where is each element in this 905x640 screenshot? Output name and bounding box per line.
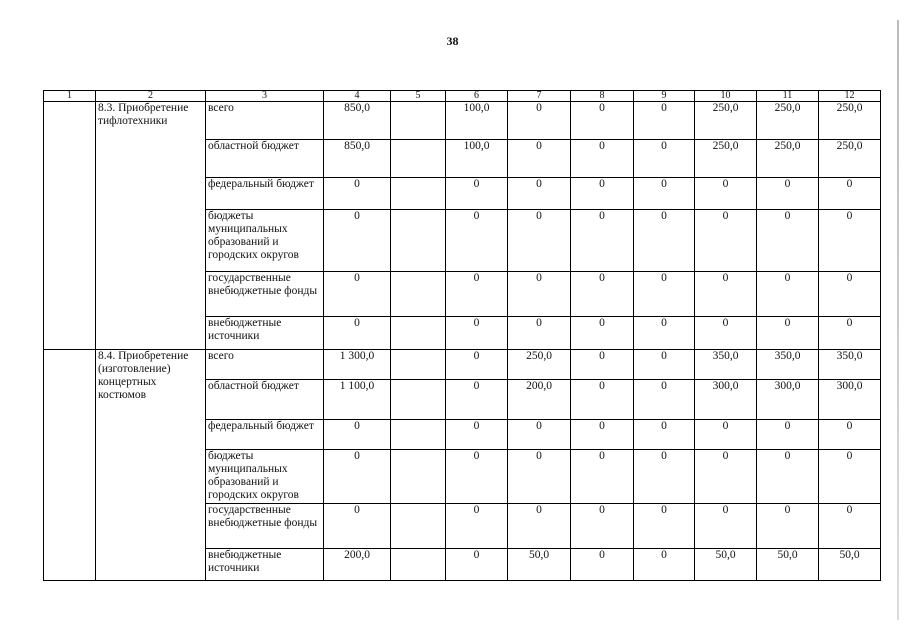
funding-source-cell: федеральный бюджет [206, 178, 324, 210]
amount-cell: 0 [324, 210, 391, 272]
amount-cell: 50,0 [508, 549, 571, 581]
amount-cell: 0 [508, 102, 571, 140]
amount-cell [391, 420, 446, 450]
measure-name-cell: 8.4. Приобретение (изготовление) концертных костюмов [96, 350, 206, 581]
column-header: 12 [819, 91, 881, 102]
column-header: 3 [206, 91, 324, 102]
amount-cell: 0 [695, 272, 757, 317]
amount-cell [391, 549, 446, 581]
amount-cell: 0 [819, 178, 881, 210]
amount-cell: 1 100,0 [324, 380, 391, 420]
amount-cell: 0 [446, 504, 508, 549]
funding-source-cell: областной бюджет [206, 380, 324, 420]
amount-cell: 0 [571, 450, 634, 504]
amount-cell: 0 [446, 210, 508, 272]
row-number-cell [44, 350, 96, 581]
amount-cell: 0 [571, 380, 634, 420]
amount-cell: 0 [757, 317, 819, 350]
amount-cell: 0 [508, 210, 571, 272]
amount-cell: 0 [508, 140, 571, 178]
amount-cell: 0 [446, 549, 508, 581]
funding-source-cell: государственные внебюджетные фонды [206, 272, 324, 317]
amount-cell: 250,0 [695, 140, 757, 178]
amount-cell: 0 [571, 350, 634, 380]
amount-cell: 0 [446, 450, 508, 504]
amount-cell: 0 [324, 272, 391, 317]
amount-cell: 0 [446, 380, 508, 420]
column-header: 1 [44, 91, 96, 102]
amount-cell [391, 317, 446, 350]
funding-source-cell: внебюджетные источники [206, 549, 324, 581]
amount-cell: 0 [819, 450, 881, 504]
page-number: 38 [446, 34, 459, 48]
amount-cell: 250,0 [695, 102, 757, 140]
amount-cell [391, 272, 446, 317]
amount-cell: 0 [634, 210, 695, 272]
funding-source-cell: всего [206, 350, 324, 380]
amount-cell: 0 [757, 420, 819, 450]
amount-cell: 0 [634, 504, 695, 549]
funding-source-cell: областной бюджет [206, 140, 324, 178]
amount-cell: 0 [695, 178, 757, 210]
amount-cell: 0 [446, 272, 508, 317]
amount-cell [391, 140, 446, 178]
row-number-cell [44, 102, 96, 350]
amount-cell: 0 [819, 272, 881, 317]
funding-source-cell: бюджеты муниципальных образований и городских округов [206, 210, 324, 272]
amount-cell: 0 [571, 210, 634, 272]
amount-cell: 50,0 [695, 549, 757, 581]
amount-cell: 0 [571, 317, 634, 350]
funding-source-cell: государственные внебюджетные фонды [206, 504, 324, 549]
header-row [44, 91, 881, 102]
amount-cell: 250,0 [819, 140, 881, 178]
amount-cell: 250,0 [757, 140, 819, 178]
amount-cell: 0 [757, 178, 819, 210]
amount-cell: 0 [757, 272, 819, 317]
amount-cell: 0 [324, 420, 391, 450]
amount-cell: 0 [634, 272, 695, 317]
amount-cell: 0 [508, 317, 571, 350]
amount-cell: 0 [634, 350, 695, 380]
amount-cell: 0 [508, 450, 571, 504]
amount-cell: 0 [571, 140, 634, 178]
amount-cell: 50,0 [819, 549, 881, 581]
amount-cell: 0 [324, 450, 391, 504]
funding-source-cell: всего [206, 102, 324, 140]
column-header: 8 [571, 91, 634, 102]
column-header: 10 [695, 91, 757, 102]
amount-cell: 350,0 [757, 350, 819, 380]
funding-source-cell: бюджеты муниципальных образований и городских округов [206, 450, 324, 504]
amount-cell: 0 [757, 450, 819, 504]
funding-source-cell: внебюджетные источники [206, 317, 324, 350]
amount-cell: 0 [508, 420, 571, 450]
amount-cell: 350,0 [695, 350, 757, 380]
amount-cell: 0 [819, 504, 881, 549]
amount-cell: 0 [446, 420, 508, 450]
amount-cell: 0 [634, 102, 695, 140]
amount-cell: 0 [819, 210, 881, 272]
column-header: 6 [446, 91, 508, 102]
table-row [44, 350, 881, 380]
amount-cell: 0 [446, 350, 508, 380]
amount-cell: 300,0 [695, 380, 757, 420]
amount-cell: 0 [634, 140, 695, 178]
column-header: 4 [324, 91, 391, 102]
amount-cell: 50,0 [757, 549, 819, 581]
amount-cell: 250,0 [508, 350, 571, 380]
amount-cell: 0 [508, 178, 571, 210]
funding-table [43, 90, 881, 581]
column-header: 2 [96, 91, 206, 102]
amount-cell [391, 102, 446, 140]
amount-cell: 250,0 [819, 102, 881, 140]
amount-cell: 250,0 [757, 102, 819, 140]
amount-cell [391, 504, 446, 549]
amount-cell: 0 [757, 210, 819, 272]
amount-cell: 0 [634, 450, 695, 504]
measure-name-cell: 8.3. Приобретение тифлотехники [96, 102, 206, 350]
amount-cell: 0 [446, 178, 508, 210]
amount-cell: 0 [819, 420, 881, 450]
column-header: 11 [757, 91, 819, 102]
column-header: 9 [634, 91, 695, 102]
amount-cell: 100,0 [446, 102, 508, 140]
amount-cell: 0 [757, 504, 819, 549]
amount-cell: 0 [324, 317, 391, 350]
amount-cell [391, 350, 446, 380]
amount-cell: 350,0 [819, 350, 881, 380]
amount-cell: 0 [634, 549, 695, 581]
amount-cell: 0 [634, 178, 695, 210]
amount-cell: 0 [634, 420, 695, 450]
amount-cell: 200,0 [508, 380, 571, 420]
amount-cell: 0 [571, 420, 634, 450]
amount-cell: 850,0 [324, 102, 391, 140]
amount-cell: 0 [634, 317, 695, 350]
amount-cell: 0 [508, 272, 571, 317]
amount-cell: 0 [819, 317, 881, 350]
amount-cell [391, 450, 446, 504]
funding-source-cell: федеральный бюджет [206, 420, 324, 450]
amount-cell: 0 [695, 450, 757, 504]
amount-cell: 100,0 [446, 140, 508, 178]
amount-cell: 0 [695, 317, 757, 350]
amount-cell: 0 [446, 317, 508, 350]
amount-cell: 1 300,0 [324, 350, 391, 380]
amount-cell: 300,0 [819, 380, 881, 420]
amount-cell: 0 [324, 178, 391, 210]
amount-cell [391, 210, 446, 272]
amount-cell: 300,0 [757, 380, 819, 420]
amount-cell [391, 380, 446, 420]
amount-cell: 0 [571, 102, 634, 140]
amount-cell: 0 [571, 504, 634, 549]
amount-cell: 0 [695, 210, 757, 272]
amount-cell: 0 [634, 380, 695, 420]
table-row [44, 102, 881, 140]
amount-cell: 0 [508, 504, 571, 549]
amount-cell: 0 [571, 549, 634, 581]
scan-edge-shadow [897, 20, 899, 620]
amount-cell: 200,0 [324, 549, 391, 581]
amount-cell [391, 178, 446, 210]
amount-cell: 0 [695, 420, 757, 450]
column-header: 7 [508, 91, 571, 102]
amount-cell: 0 [571, 272, 634, 317]
column-header: 5 [391, 91, 446, 102]
amount-cell: 850,0 [324, 140, 391, 178]
amount-cell: 0 [324, 504, 391, 549]
amount-cell: 0 [571, 178, 634, 210]
amount-cell: 0 [695, 504, 757, 549]
